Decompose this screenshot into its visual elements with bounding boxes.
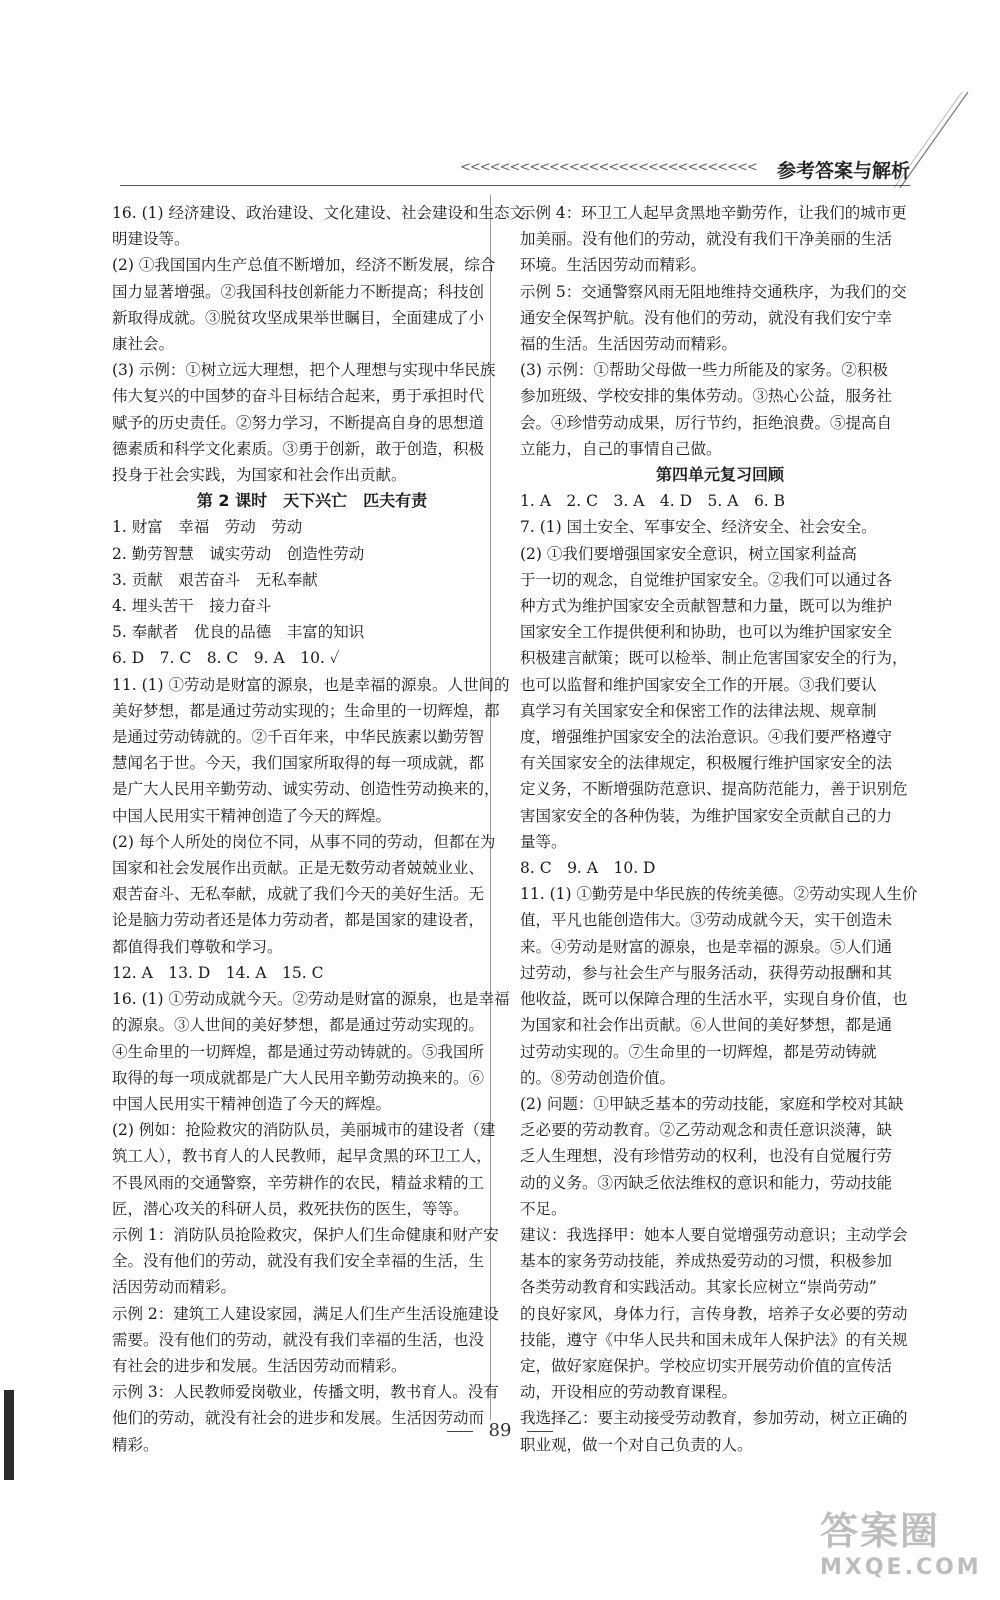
answer-line: 11. (1) ①勤劳是中华民族的传统美德。②劳动实现人生价 <box>520 885 918 904</box>
answer-line: 4. 埋头苦干 接力奋斗 <box>112 597 272 616</box>
answer-line: 他收益，既可以保障合理的生活水平，实现自身价值，也 <box>520 990 908 1009</box>
answer-line: (2) ①我国国内生产总值不断增加，经济不断发展，综合 <box>112 256 496 275</box>
answer-line: 来。④劳动是财富的源泉，也是幸福的源泉。⑤人们通 <box>520 937 893 956</box>
answer-line: 职业观，做一个对自己负责的人。 <box>520 1435 753 1454</box>
answer-line: 为国家和社会作出贡献。⑥人世间的美好梦想，都是通 <box>520 1016 893 1035</box>
answer-line: 16. (1) ①劳动成就今天。②劳动是财富的源泉，也是幸福 <box>112 990 510 1009</box>
answer-line: 全。没有他们的劳动，就没有我们安全幸福的生活，生 <box>112 1252 485 1271</box>
answer-line: 论是脑力劳动者还是体力劳动者，都是国家的建设者， <box>112 911 485 930</box>
left-column <box>112 200 525 1458</box>
answer-line: 福的生活。生活因劳动而精彩。 <box>520 335 738 354</box>
answer-line: 康社会。 <box>112 335 175 354</box>
answer-line: 各类劳动教育和实践活动。其家长应树立“崇尚劳动” <box>520 1278 877 1297</box>
answer-line: 赋予的历史责任。②努力学习，不断提高自身的思想道 <box>112 413 485 432</box>
answer-line: 慧闻名于世。今天，我们国家所取得的每一项成就，都 <box>112 754 485 773</box>
answer-line: 1. A 2. C 3. A 4. D 5. A 6. B <box>520 492 786 511</box>
answer-line: 定，做好家庭保护。学校应切实开展劳动价值的宣传活 <box>520 1356 893 1375</box>
header-chevron-decoration: <<<<<<<<<<<<<<<<<<<<<<<<<<<<<< <box>460 160 757 175</box>
answer-line: 加美丽。没有他们的劳动，就没有我们干净美丽的生活 <box>520 230 893 249</box>
answer-line: 投身于社会实践，为国家和社会作出贡献。 <box>112 466 407 485</box>
answer-line: 筑工人），教书育人的人民教师，起早贪黑的环卫工人， <box>112 1147 492 1166</box>
answer-line: 积极建言献策；既可以检举、制止危害国家安全的行为， <box>520 649 908 668</box>
answer-line: 明建设等。 <box>112 230 190 249</box>
answer-line: 立能力，自己的事情自己做。 <box>520 439 722 458</box>
answer-line: (3) 示例：①树立远大理想，把个人理想与实现中华民族 <box>112 361 496 380</box>
answer-line: 新取得成就。③脱贫攻坚成果举世瞩目，全面建成了小 <box>112 308 485 327</box>
answer-line: ④生命里的一切辉煌，都是通过劳动铸就的。⑤我国所 <box>112 1042 485 1061</box>
answer-line: 真学习有关国家安全和保密工作的法律法规、规章制 <box>520 701 877 720</box>
page-number: 89 <box>488 1420 512 1441</box>
right-column <box>520 200 920 1458</box>
answer-line: 量等。 <box>520 832 567 851</box>
answer-line: 德素质和科学文化素质。③勇于创新，敢于创造，积极 <box>112 439 485 458</box>
answer-line: 值，平凡也能创造伟大。③劳动成就今天，实干创造未 <box>520 911 893 930</box>
answer-line: 动的义务。③丙缺乏依法维权的意识和能力，劳动技能 <box>520 1173 893 1192</box>
answer-line: 12. A 13. D 14. A 15. C <box>112 963 324 982</box>
answer-line: (2) ①我们要增强国家安全意识，树立国家利益高 <box>520 544 857 563</box>
answer-line: 匠，潜心攻关的科研人员，救死扶伤的医生，等等。 <box>112 1199 469 1218</box>
answer-line: 伟大复兴的中国梦的奋斗目标结合起来，勇于承担时代 <box>112 387 485 406</box>
answer-line: 不足。 <box>520 1199 567 1218</box>
answer-line: 环境。生活因劳动而精彩。 <box>520 256 707 275</box>
answer-line: 是通过劳动铸就的。②千百年来，中华民族素以勤劳智 <box>112 728 485 747</box>
answer-line: (2) 问题：①甲缺乏基本的劳动技能，家庭和学校对其缺 <box>520 1094 904 1113</box>
answer-line: 示例 2：建筑工人建设家园，满足人们生产生活设施建设 <box>112 1304 499 1323</box>
answer-line: 通安全保驾护航。没有他们的劳动，就没有我们安宁幸 <box>520 308 893 327</box>
header-title: 参考答案与解析 <box>776 160 910 182</box>
footer-dash-right <box>527 1431 553 1432</box>
answer-line: 乏必要的劳动教育。②乙劳动观念和责任意识淡薄，缺 <box>520 1121 893 1140</box>
answer-line: 度，增强维护国家安全的法治意识。④我们要严格遵守 <box>520 728 893 747</box>
answer-line: (3) 示例：①帮助父母做一些力所能及的家务。②积极 <box>520 361 888 380</box>
answer-line: 的。⑧劳动创造价值。 <box>520 1068 676 1087</box>
answer-line: 中国人民用实干精神创造了今天的辉煌。 <box>112 1094 392 1113</box>
answer-line: 他们的劳动，就没有社会的进步和发展。生活因劳动而 <box>112 1409 485 1428</box>
answer-line: 6. D 7. C 8. C 9. A 10. ✓ <box>112 649 340 668</box>
answer-line: 精彩。 <box>112 1435 159 1454</box>
answer-line: (2) 例如：抢险救灾的消防队员，美丽城市的建设者（建 <box>112 1121 496 1140</box>
answer-line: 我选择乙：要主动接受劳动教育，参加劳动，树立正确的 <box>520 1409 908 1428</box>
watermark-url: MXQE.COM <box>820 1555 982 1580</box>
answer-line: 2. 勤劳智慧 诚实劳动 创造性劳动 <box>112 544 365 563</box>
answer-line: 7. (1) 国土安全、军事安全、经济安全、社会安全。 <box>520 518 877 537</box>
answer-line: 都值得我们尊敬和学习。 <box>112 937 283 956</box>
section-heading: 第 2 课时 天下兴亡 匹夫有责 <box>196 491 428 511</box>
answer-line: 过劳动实现的。⑦生命里的一切辉煌，都是劳动铸就 <box>520 1042 877 1061</box>
answer-line: 示例 5：交通警察风雨无阻地维持交通秩序，为我们的交 <box>520 282 907 301</box>
answer-line: 3. 贡献 艰苦奋斗 无私奉献 <box>112 570 318 589</box>
answer-line: 技能，遵守《中华人民共和国未成年人保护法》的有关规 <box>520 1330 908 1349</box>
answer-line: 种方式为维护国家安全贡献智慧和力量，既可以为维护 <box>520 597 893 616</box>
answer-line: 害国家安全的各种伪装，为维护国家安全贡献自己的力 <box>520 806 893 825</box>
answer-line: 基本的家务劳动技能，养成热爱劳动的习惯，积极参加 <box>520 1252 893 1271</box>
answer-line: 活因劳动而精彩。 <box>112 1278 237 1297</box>
answer-line: 国家和社会发展作出贡献。正是无数劳动者兢兢业业、 <box>112 859 485 878</box>
answer-line: 需要。没有他们的劳动，就没有我们幸福的生活，也没 <box>112 1330 485 1349</box>
answer-line: 艰苦奋斗、无私奉献，成就了我们今天的美好生活。无 <box>112 885 485 904</box>
watermark <box>820 1500 980 1590</box>
answer-line: 中国人民用实干精神创造了今天的辉煌。 <box>112 806 392 825</box>
answer-line: 有关国家安全的法律规定，积极履行维护国家安全的法 <box>520 754 893 773</box>
answer-line: 是广大人民用辛勤劳动、诚实劳动、创造性劳动换来的， <box>112 780 500 799</box>
answer-line: 的良好家风，身体力行，言传身教，培养子女必要的劳动 <box>520 1304 908 1323</box>
answer-line: 16. (1) 经济建设、政治建设、文化建设、社会建设和生态文 <box>112 204 525 222</box>
answer-line: 11. (1) ①劳动是财富的源泉，也是幸福的源泉。人世间的 <box>112 675 510 694</box>
answer-line: 有社会的进步和发展。生活因劳动而精彩。 <box>112 1356 407 1375</box>
answer-line: 参加班级、学校安排的集体劳动。③热心公益，服务社 <box>520 387 893 406</box>
scan-edge-mark <box>4 1390 14 1480</box>
answer-line: 国力显著增强。②我国科技创新能力不断提高；科技创 <box>112 282 485 301</box>
answer-line: 1. 财富 幸福 劳动 劳动 <box>112 518 303 537</box>
answer-line: 过劳动，参与社会生产与服务活动，获得劳动报酬和其 <box>520 963 893 982</box>
answer-line: 8. C 9. A 10. D <box>520 859 656 878</box>
header-rule <box>120 185 910 186</box>
answer-line: 动，开设相应的劳动教育课程。 <box>520 1383 738 1402</box>
answer-line: 示例 3：人民教师爱岗敬业，传播文明，教书育人。没有 <box>112 1383 499 1402</box>
answer-line: 会。④珍惜劳动成果，厉行节约，拒绝浪费。⑤提高自 <box>520 413 893 432</box>
answer-line: 建议：我选择甲：她本人要自觉增强劳动意识；主动学会 <box>520 1225 908 1244</box>
page-footer <box>0 1420 1000 1441</box>
watermark-logo-text: 答案圈 <box>820 1509 941 1553</box>
section-heading: 第四单元复习回顾 <box>655 465 784 485</box>
answer-line: 于一切的观念，自觉维护国家安全。②我们可以通过各 <box>520 570 893 589</box>
answer-line: 定义务，不断增强防范意识、提高防范能力，善于识别危 <box>520 780 908 799</box>
answer-line: 也可以监督和维护国家安全工作的开展。③我们要认 <box>520 675 877 694</box>
answer-line: 乏人生理想，没有珍惜劳动的权利，也没有自觉履行劳 <box>520 1147 893 1166</box>
answer-line: 国家安全工作提供便利和协助，也可以为维护国家安全 <box>520 623 893 642</box>
answer-line: 的源泉。③人世间的美好梦想，都是通过劳动实现的。 <box>112 1016 485 1035</box>
footer-dash-left <box>447 1431 473 1432</box>
answer-line: 5. 奉献者 优良的品德 丰富的知识 <box>112 623 365 642</box>
answer-line: 取得的每一项成就都是广大人民用辛勤劳动换来的。⑥ <box>112 1068 485 1087</box>
answer-line: 不畏风雨的交通警察，辛劳耕作的农民，精益求精的工 <box>112 1173 485 1192</box>
answer-line: (2) 每个人所处的岗位不同，从事不同的劳动，但都在为 <box>112 832 496 851</box>
answer-line: 美好梦想，都是通过劳动实现的；生命里的一切辉煌，都 <box>112 701 500 720</box>
answer-line: 示例 1：消防队员抢险救灾，保护人们生命健康和财产安 <box>112 1225 499 1244</box>
answer-line: 示例 4：环卫工人起早贪黑地辛勤劳作，让我们的城市更 <box>520 204 907 222</box>
page-header <box>120 150 910 190</box>
